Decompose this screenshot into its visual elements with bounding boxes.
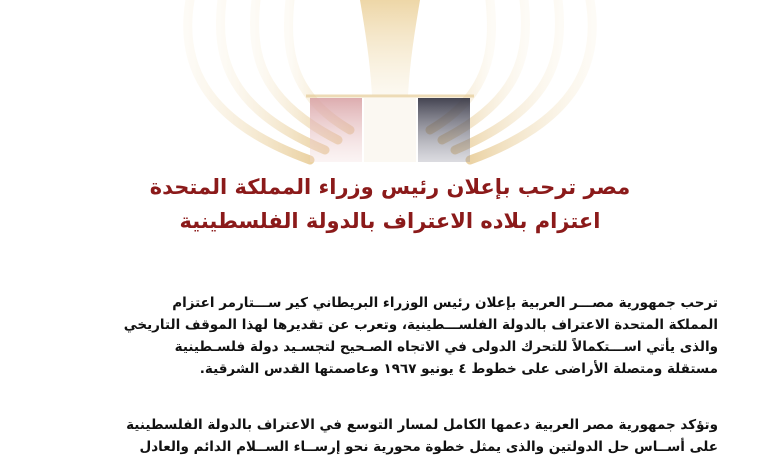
paragraph-line: مستقلة ومتصلة الأراضى على خطوط ٤ يونيو ١٩٦٧ وعاصمتها القدس الشرقية. (199, 361, 718, 377)
paragraph-line: وتؤكد جمهورية مصر العربية دعمها الكامل لمسار التوسع في الاعتراف بالدولة الفلسطينية (126, 417, 718, 433)
paragraph-line: المملكة المتحدة الاعتراف بالدولة الفلســـطينية، وتعرب عن تقديرها لهذا الموقف التاريخي (123, 317, 718, 333)
paragraph-2 (64, 414, 718, 458)
paragraph-line: والذى يأتي اســـتكمالاً للتحرك الدولى في الاتجاه الصـحيح لتجسـيد دولة فلسـطينية (174, 339, 718, 355)
document-title-line-2: اعتزام بلاده الاعتراف بالدولة الفلسطينية (179, 209, 601, 233)
document-title-line-1: مصر ترحب بإعلان رئيس وزراء المملكة المتحدة (149, 175, 631, 199)
paragraph-1 (64, 292, 718, 380)
egypt-eagle-emblem-icon (160, 0, 620, 170)
paragraph-line: على أســاس حل الدولتين والذى يمثل خطوة محورية نحو إرســاء الســلام الدائم والعادل (139, 439, 718, 455)
paragraph-line: ترحب جمهورية مصـــر العربية بإعلان رئيس الوزراء البريطاني كير ســـتارمر اعتزام (172, 295, 718, 311)
